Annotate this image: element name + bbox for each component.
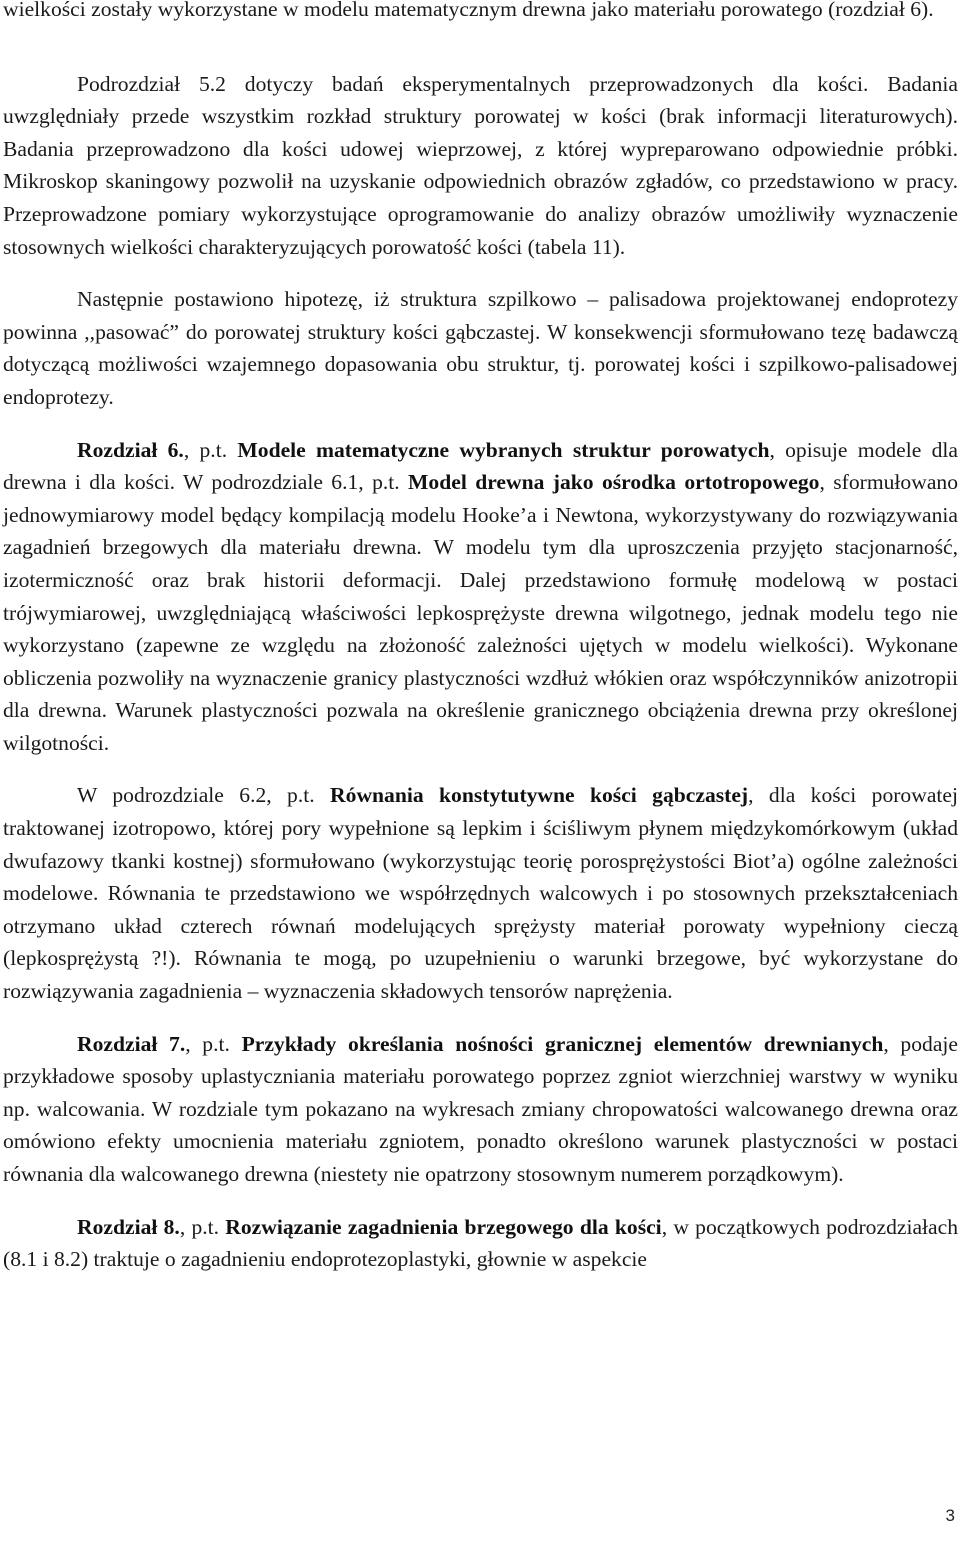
paragraph-5 (3, 779, 958, 1007)
chapter-8-title: Rozwiązanie zagadnienia brzegowego dla kości (225, 1214, 662, 1239)
text-run: , podaje przykładowe sposoby uplastyczniania materiału porowatego poprzez zgniot wierzchniej warstwy w wyniku np. walcowania. W rozdziale tym pokazano na wykresach zmiany chropowatości walcowanego drewna oraz omówiono efekty umocnienia materiału zgniotem, ponadto określono warunek plastyczności w postaci równania dla walcowanego drewna (niestety nie opatrzony stosownym numerem porządkowym). (3, 1031, 958, 1186)
text-run: , p.t. (185, 1031, 242, 1056)
subsection-6-2-title: Równania konstytutywne kości gąbczastej (330, 783, 749, 808)
paragraph-2: Podrozdział 5.2 dotyczy badań eksperymentalnych przeprowadzonych dla kości. Badania uwzględniały przede wszystkim rozkład struktury porowatej w kości (brak informacji literaturowych). Badania przeprowadzono dla kości udowej wieprzowej, z której wypreparowano odpowiednie próbki. Mikroskop skaningowy pozwolił na uzyskanie odpowiednich obrazów zgładów, co przedstawiono w pracy. Przeprowadzone pomiary wykorzystujące oprogramowanie do analizy obrazów umożliwiły wyznaczenie stosownych wielkości charakteryzujących porowatość kości (tabela 11). (3, 71, 958, 259)
paragraph-1: wielkości zostały wykorzystane w modelu matematycznym drewna jako materiału porowatego (rozdział 6). (3, 0, 934, 21)
chapter-7-label: Rozdział 7. (77, 1031, 186, 1056)
text-run: , p.t. (179, 1214, 226, 1239)
page-number: 3 (945, 1506, 955, 1526)
text-run: , p.t. (183, 437, 238, 462)
chapter-8-label: Rozdział 8. (77, 1214, 180, 1239)
paragraph-4 (3, 434, 958, 760)
text-run: , sformułowano jednowymiarowy model będący kompilacją modelu Hooke’a i Newtona, wykorzystywany do rozwiązywania zagadnień brzegowych dla materiału drewna. W modelu tym dla uproszczenia przyjęto stacjonarność, izotermiczność oraz brak historii deformacji. Dalej przedstawiono formułę modelową w postaci trójwymiarowej, uwzględniającą właściwości lepkosprężyste drewna wilgotnego, jednak modelu tego nie wykorzystano (zapewne ze względu na złożoność zależności ujętych w modelu wielkości). Wykonane obliczenia pozwoliły na wyznaczenie granicy plastyczności wzdłuż włókien oraz współczynników anizotropii dla drewna. Warunek plastyczności pozwala na określenie granicznego obciążenia drewna przy określonej wilgotności. (3, 470, 958, 755)
subsection-6-1-title: Model drewna jako ośrodka ortotropowego (408, 470, 820, 495)
paragraph-3: Następnie postawiono hipotezę, iż struktura szpilkowo – palisadowa projektowanej endoprotezy powinna ,,pasować” do porowatej struktury kości gąbczastej. W konsekwencji sformułowano tezę badawczą dotyczącą możliwości wzajemnego dopasowania obu struktur, tj. porowatej kości i szpilkowo-palisadowej endoprotezy. (3, 287, 958, 409)
text-run: , dla kości porowatej traktowanej izotropowo, której pory wypełnione są lepkim i ściśliwym płynem międzykomórkowym (układ dwufazowy tkanki kostnej) sformułowano (wykorzystując teorię porosprężystości Biot’a) ogólne zależności modelowe. Równania te przedstawiono we współrzędnych walcowych i po stosownych przekształceniach otrzymano układ czterech równań modelujących sprężysty materiał porowaty wypełniony cieczą (lepkosprężystą ?!). Równania te mogą, po uzupełnieniu o warunki brzegowe, być wykorzystane do rozwiązywania zagadnienia – wyznaczenia składowych tensorów naprężenia. (3, 783, 958, 1004)
paragraph-6 (3, 1028, 958, 1191)
chapter-6-label: Rozdział 6. (77, 437, 184, 462)
paragraph-7 (3, 1211, 958, 1276)
text-run: , opisuje modele dla drewna i dla kości. W podrozdziale 6.1, p.t. (3, 437, 958, 495)
text-run: , w początkowych podrozdziałach (8.1 i 8.2) traktuje o zagadnieniu endoprotezoplastyki, głownie w aspekcie (3, 1214, 958, 1272)
chapter-7-title: Przykłady określania nośności granicznej elementów drewnianych (241, 1031, 884, 1056)
text-run: W podrozdziale 6.2, p.t. (77, 783, 331, 808)
chapter-6-title: Modele matematyczne wybranych struktur porowatych (237, 437, 770, 462)
